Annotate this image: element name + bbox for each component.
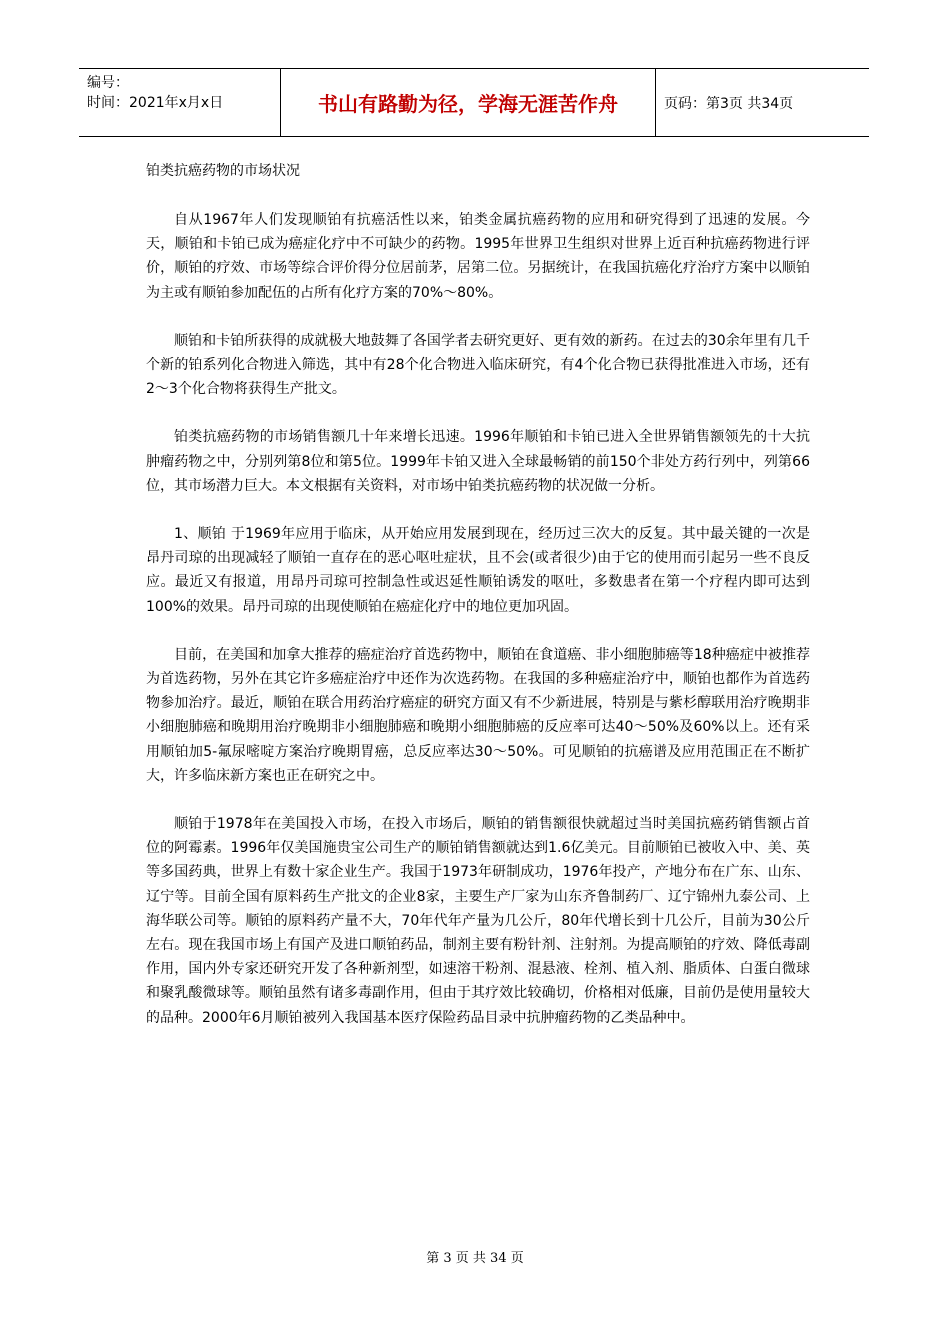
header-meta [79,69,281,136]
paragraph: 顺铂于1978年在美国投入市场，在投入市场后，顺铂的销售额很快就超过当时美国抗癌药销售额占首位的阿霉素。1996年仅美国施贵宝公司生产的顺铂销售额就达到1.6亿美元。目前顺铂已被收入中、美、英等多国药典，世界上有数十家企业生产。我国于1973年研制成功，1976年投产，产地分布在广东、山东、辽宁等。目前全国有原料药生产批文的企业8家，主要生产厂家为山东齐鲁制药厂、辽宁锦州九泰公司、上海华联公司等。顺铂的原料药产量不大，70年代年产量为几公斤，80年代增长到十几公斤，目前为30公斤左右。现在我国市场上有国产及进口顺铂药品，制剂主要有粉针剂、注射剂。为提高顺铂的疗效、降低毒副作用，国内外专家还研究开发了各种新剂型，如速溶干粉剂、混悬液、栓剂、植入剂、脂质体、白蛋白微球和聚乳酸微球等。顺铂虽然有诸多毒副作用，但由于其疗效比较确切，价格相对低廉，目前仍是使用量较大的品种。2000年6月顺铂被列入我国基本医疗保险药品目录中抗肿瘤药物的乙类品种中。 [146,816,810,1026]
document-time: 时间：2021年x月x日 [87,95,224,111]
paragraph: 顺铂和卡铂所获得的成就极大地鼓舞了各国学者去研究更好、更有效的新药。在过去的30余年里有几千个新的铂系列化合物进入筛选，其中有28个化合物进入临床研究，有4个化合物已获得批准进入市场，还有2～3个化合物将获得生产批文。 [146,332,810,398]
paragraph: 铂类抗癌药物的市场销售额几十年来增长迅速。1996年顺铂和卡铂已进入全世界销售额领先的十大抗肿瘤药物之中，分别列第8位和第5位。1999年卡铂又进入全球最畅销的前150个非处方药行列中，列第66位，其市场潜力巨大。本文根据有关资料，对市场中铂类抗癌药物的状况做一分析。 [146,429,810,494]
paragraph: 目前，在美国和加拿大推荐的癌症治疗首选药物中，顺铂在食道癌、非小细胞肺癌等18种癌症中被推荐为首选药物，另外在其它许多癌症治疗中还作为次选药物。在我国的多种癌症治疗中，顺铂也都作为首选药物参加治疗。最近，顺铂在联合用药治疗癌症的研究方面又有不少新进展，特别是与紫杉醇联用治疗晚期非小细胞肺癌和晚期用治疗晚期非小细胞肺癌和晚期小细胞肺癌的反应率可达40～50%及60%以上。还有采用顺铂加5-氟尿嘧啶方案治疗晚期胃癌，总反应率达30～50%。可见顺铂的抗癌谱及应用范围正在不断扩大，许多临床新方案也正在研究之中。 [146,646,810,784]
document-number: 编号： [87,75,129,91]
document-body [146,208,810,1054]
paragraph: 自从1967年人们发现顺铂有抗癌活性以来，铂类金属抗癌药物的应用和研究得到了迅速的发展。今天，顺铂和卡铂已成为癌症化疗中不可缺少的药物。1995年世界卫生组织对世界上近百种抗癌药物进行评价，顺铂的疗效、市场等综合评价得分位居前茅，居第二位。另据统计，在我国抗癌化疗治疗方案中以顺铂为主或有顺铂参加配伍的占所有化疗方案的70%～80%。 [146,212,810,301]
header-motto: 书山有路勤为径，学海无涯苦作舟 [281,69,656,136]
header-page-info: 页码：第3页 共34页 [664,95,794,112]
page-header [79,68,869,137]
document-title: 铂类抗癌药物的市场状况 [146,163,300,179]
page-footer: 第 3 页 共 34 页 [426,1251,524,1266]
paragraph: 1、顺铂 于1969年应用于临床，从开始应用发展到现在，经历过三次大的反复。其中最关键的一次是昂丹司琼的出现减轻了顺铂一直存在的恶心呕吐症状，且不会(或者很少)由于它的使用而引起另一些不良反应。最近又有报道，用昂丹司琼可控制急性或迟延性顺铂诱发的呕吐，多数患者在第一个疗程内即可达到100%的效果。昂丹司琼的出现使顺铂在癌症化疗中的地位更加巩固。 [146,526,810,615]
